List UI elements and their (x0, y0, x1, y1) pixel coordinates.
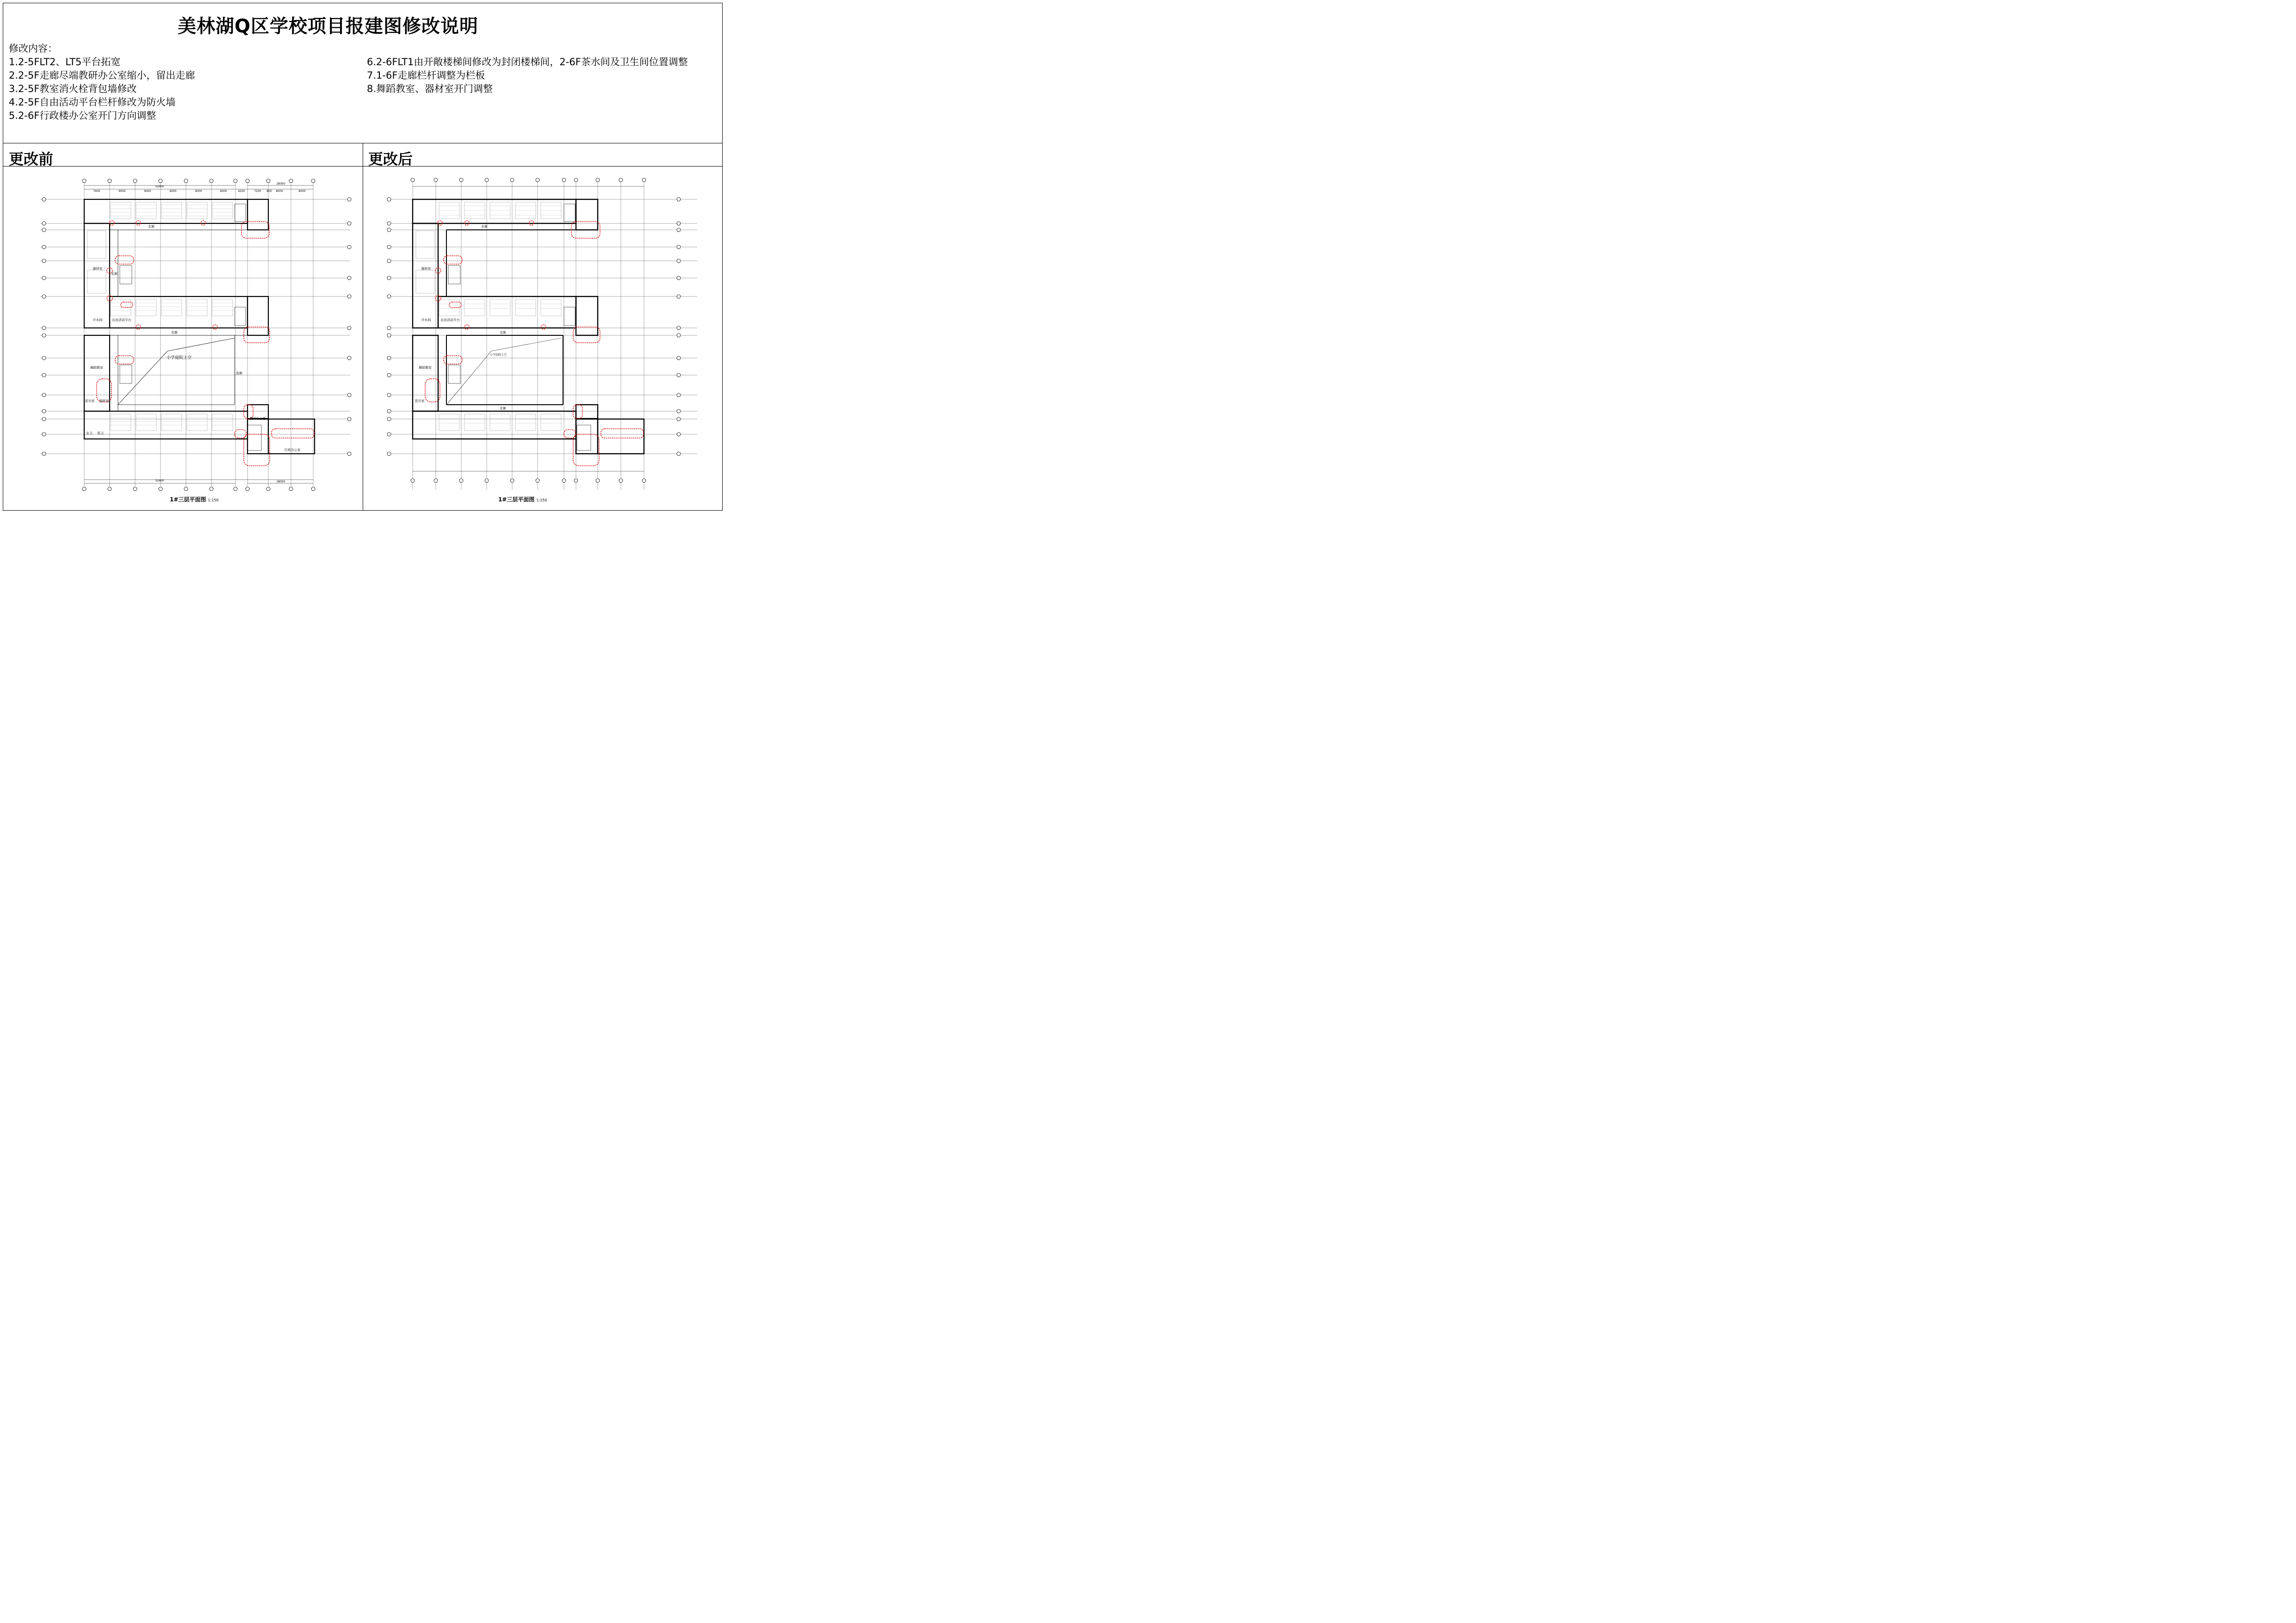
room-label: 开水间 (93, 318, 103, 322)
room-label: 开水间 (421, 318, 431, 322)
room-label: 连廊 (236, 371, 242, 375)
dim-label: 9000 (169, 190, 177, 193)
desk-hatch (439, 206, 561, 423)
room-label: 舞蹈教室 (90, 366, 103, 370)
dim-label: 9000 (118, 190, 126, 193)
note-item: 3.2-5F教室消火栓背包墙修改 (9, 83, 137, 94)
room-label: 女卫 (86, 432, 93, 435)
room-label: 男卫 (97, 432, 104, 435)
building-walls (413, 199, 644, 454)
note-item: 6.2-6FLT1由开敞楼梯间修改为封闭楼梯间，2-6F茶水间及卫生间位置调整 (367, 56, 688, 68)
after-caption: 1#三层平面图 1:150 (498, 496, 547, 503)
room-label: 走廊 (111, 272, 118, 276)
after-floor-plan (383, 175, 706, 499)
room-label: 舞蹈教室 (419, 366, 432, 370)
room-label: 走廊 (148, 225, 155, 228)
revision-clouds (97, 221, 314, 466)
desk-hatch (111, 205, 233, 425)
room-label: 器材室 (421, 267, 431, 271)
before-floor-plan (36, 175, 359, 499)
room-label: 行政办公室 (284, 448, 301, 452)
parapet-walls (446, 230, 576, 405)
dim-total: 52600 (155, 479, 164, 482)
dim-label: 800 (266, 190, 272, 193)
room-label: 更衣室 (415, 399, 425, 403)
dim-total: 28000 (276, 182, 285, 185)
stair-blocks (120, 204, 261, 450)
courtyard-label: 小学庭院上空 (166, 356, 192, 360)
note-item: 4.2-5F自由活动平台栏杆修改为防火墙 (9, 97, 176, 108)
drawing-sheet (3, 3, 723, 511)
room-label: 走廊 (500, 331, 506, 334)
modification-notes-right (367, 56, 688, 96)
room-label: 更衣室 (85, 399, 95, 403)
notes-heading: 修改内容： (9, 43, 57, 54)
dim-total: 28000 (276, 480, 285, 483)
dim-label: 4200 (238, 190, 245, 193)
dim-total: 52600 (155, 185, 164, 188)
room-label: 走廊 (500, 407, 506, 410)
room-label: 走廊 (481, 225, 488, 228)
note-item: 2.2-5F走廊尽端教研办公室缩小，留出走廊 (9, 70, 195, 81)
room-label: 器材室 (93, 267, 103, 271)
after-label: 更改后 (368, 150, 413, 168)
modification-notes-left (9, 42, 195, 123)
note-item: 5.2-6F行政楼办公室开门方向调整 (9, 110, 156, 121)
sheet-title: 美林湖Q区学校项目报建图修改说明 (177, 16, 478, 37)
before-caption: 1#三层平面图 1:150 (170, 496, 219, 503)
note-item: 1.2-5FLT2、LT5平台拓宽 (9, 56, 121, 68)
dimension-labels (93, 182, 305, 483)
note-item: 8.舞蹈教室、器材室开门调整 (367, 83, 493, 94)
dim-label: 9000 (144, 190, 151, 193)
revision-clouds (425, 221, 644, 466)
dim-label: 8000 (298, 190, 306, 193)
stair-blocks (448, 204, 591, 450)
courtyard-label: 小学庭院上空 (489, 353, 507, 357)
dim-label: 9000 (195, 190, 202, 193)
building-walls (84, 199, 315, 454)
room-label: 自由活动平台 (440, 318, 460, 322)
room-label: 器材室 (99, 399, 109, 403)
room-label: 走廊 (171, 331, 178, 334)
room-labels (415, 224, 507, 410)
courtyard-diagonal (447, 338, 561, 404)
dim-label: 9000 (220, 190, 227, 193)
before-label: 更改前 (9, 150, 54, 168)
note-item: 7.1-6F走廊栏杆调整为栏板 (367, 70, 485, 81)
dim-label: 8000 (276, 190, 283, 193)
dim-label: 7600 (93, 190, 100, 193)
room-label: 自由活动平台 (112, 318, 131, 322)
room-label: 教研办公室 (249, 417, 266, 420)
dim-label: 7200 (254, 190, 261, 193)
